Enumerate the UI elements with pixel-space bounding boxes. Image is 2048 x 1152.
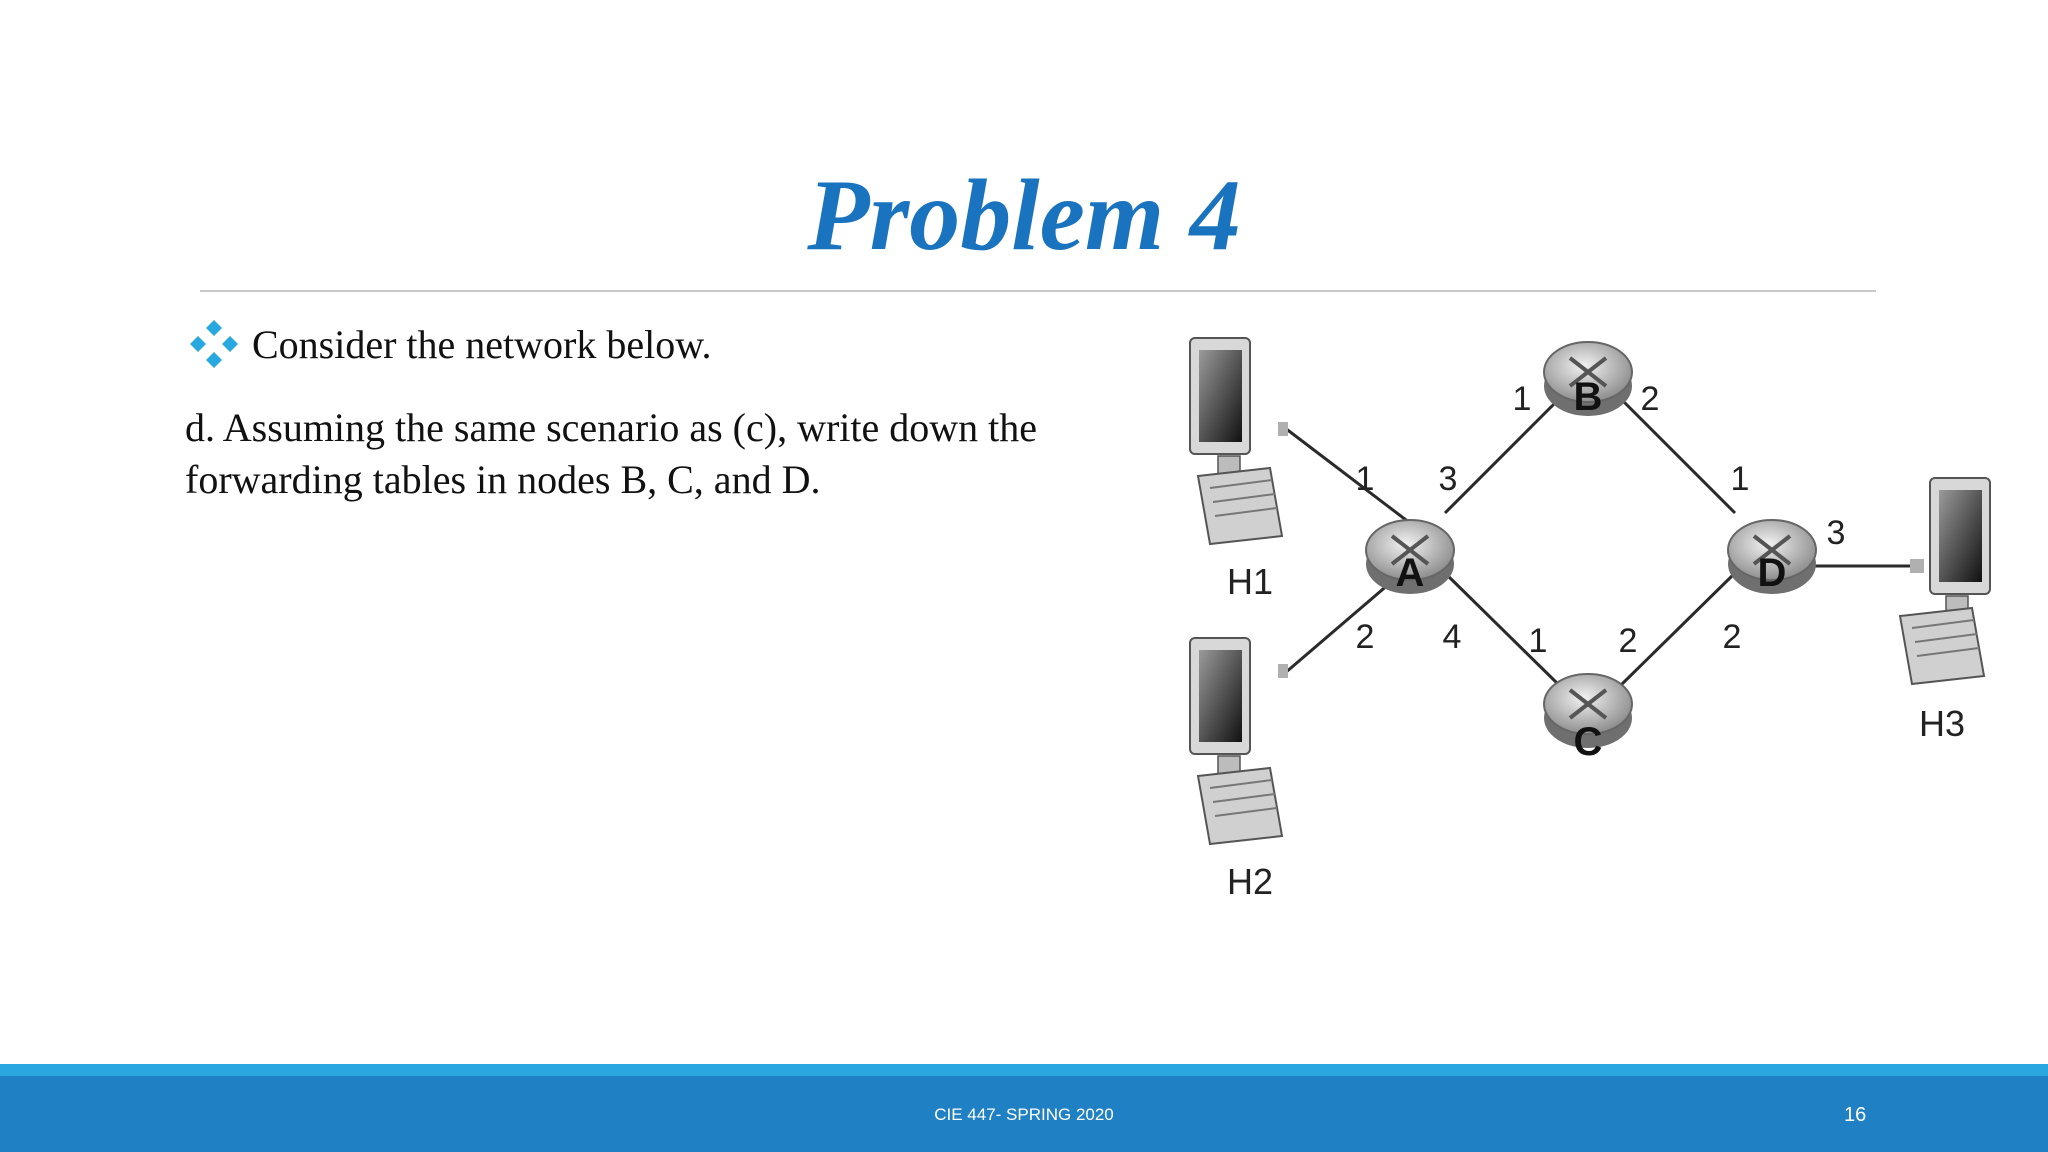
router-label-b: B [1573,375,1603,419]
port-label-a-h1: 1 [1355,460,1375,498]
footer-course-label: CIE 447- SPRING 2020 [934,1105,1114,1124]
bullet-text: Consider the network below. [252,321,712,367]
port-label-b-a: 1 [1512,380,1532,418]
port-label-b-d: 2 [1640,380,1660,418]
host-label-h1: H1 [1226,561,1274,602]
bullet-item [188,318,712,370]
port-label-d-c: 2 [1722,618,1742,656]
router-label-a: A [1395,551,1425,595]
page-number: 16 [1844,1104,1867,1126]
slide-title: Problem 4 [807,159,1241,272]
question-text: d. Assuming the same scenario as (c), write down the forwarding tables in nodes B, C, and D. [185,405,1038,502]
host-h3-computer-icon [1900,478,1990,684]
link-b-d [1620,398,1735,513]
diamond-bullet-icon [188,318,240,370]
port-label-c-a: 1 [1528,622,1548,660]
host-h2-computer-icon [1190,638,1288,844]
host-label-h2: H2 [1226,861,1274,902]
port-label-d-h3: 3 [1826,514,1846,552]
title-divider [200,290,1876,292]
network-diagram [1160,318,2040,918]
port-label-a-b: 3 [1438,460,1458,498]
port-label-a-h2: 2 [1355,618,1375,656]
port-label-a-c: 4 [1442,618,1462,656]
link-h1-a [1285,428,1410,523]
link-a-b [1445,398,1560,513]
footer-accent-stripe [0,1064,2048,1076]
port-label-c-d: 2 [1618,622,1638,660]
host-h1-computer-icon [1190,338,1288,544]
port-label-d-b: 1 [1730,460,1750,498]
router-label-d: D [1757,551,1787,595]
host-label-h3: H3 [1918,703,1966,744]
router-label-c: C [1573,720,1603,764]
